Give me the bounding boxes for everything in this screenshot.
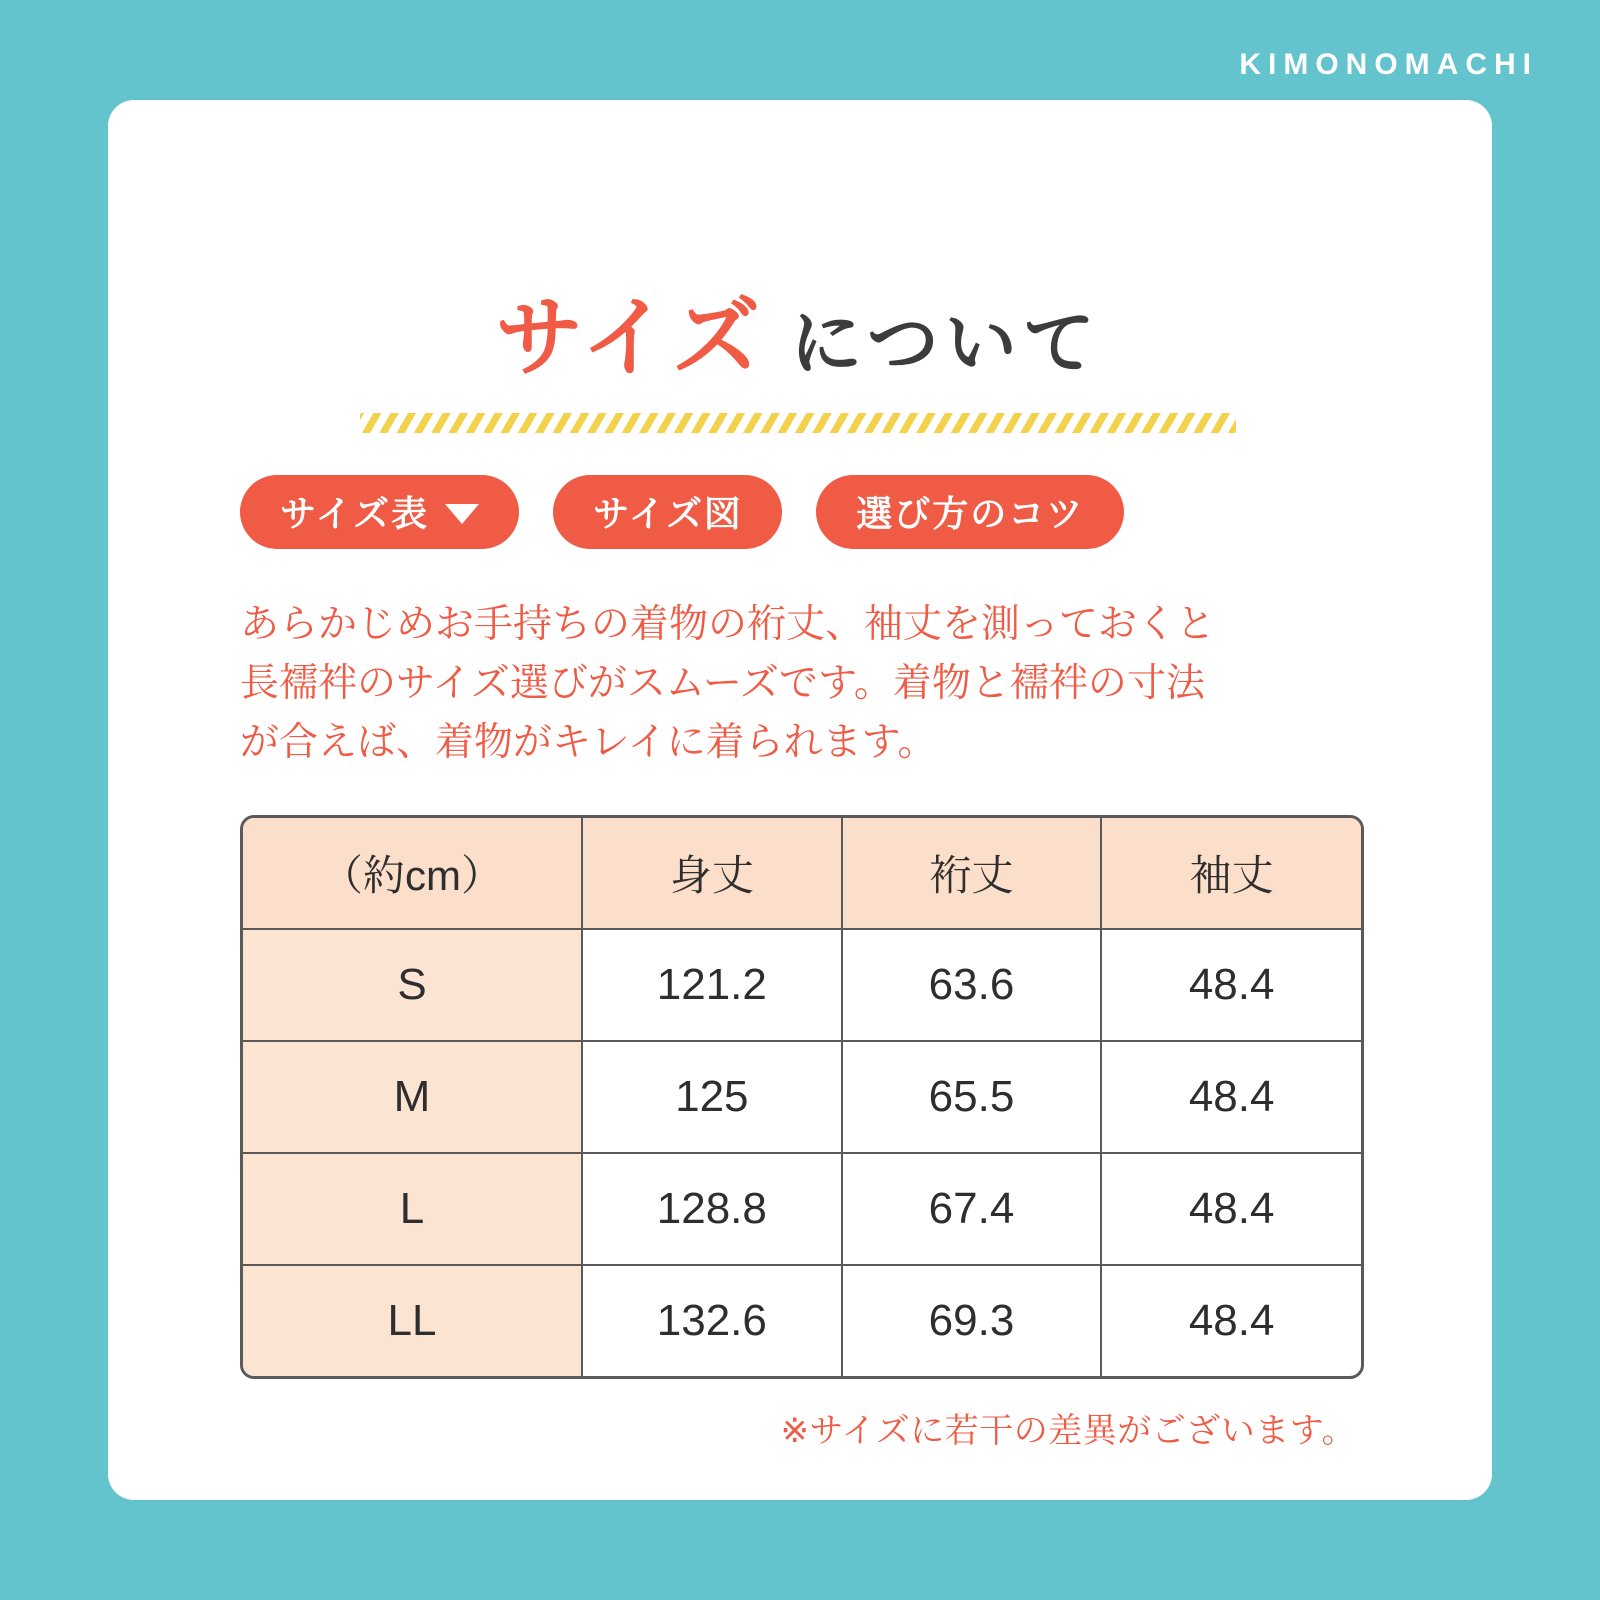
cell-l-yukitake: 67.4 [842, 1153, 1102, 1265]
cell-l-sodetake: 48.4 [1101, 1153, 1361, 1265]
cell-m-mitake: 125 [582, 1041, 842, 1153]
hatched-divider [360, 413, 1236, 433]
cell-s-yukitake: 63.6 [842, 929, 1102, 1041]
table-row [243, 929, 1361, 1041]
tab-size-table-label: サイズ表 [280, 493, 430, 535]
size-table-body [243, 929, 1361, 1376]
size-variance-note: ※サイズに若干の差異がございます。 [780, 1411, 1356, 1450]
cell-s-sodetake: 48.4 [1101, 929, 1361, 1041]
tab-selection-tips[interactable] [816, 475, 1124, 549]
cell-s-mitake: 121.2 [582, 929, 842, 1041]
page-title-accent: サイズ [495, 288, 765, 387]
chevron-down-icon [445, 504, 479, 524]
tab-size-diagram[interactable] [553, 475, 782, 549]
header-unit: （約cm） [243, 818, 582, 929]
cell-m-yukitake: 65.5 [842, 1041, 1102, 1153]
header-mitake: 身丈 [582, 818, 842, 929]
cell-m-sodetake: 48.4 [1101, 1041, 1361, 1153]
tab-pill-group [240, 475, 1358, 549]
table-row [243, 1265, 1361, 1376]
size-table-wrapper [240, 815, 1364, 1379]
row-size-m: M [243, 1041, 582, 1153]
size-table [243, 818, 1361, 1376]
page-title-rest: について [790, 304, 1101, 384]
card-inner [238, 290, 1358, 1452]
row-size-s: S [243, 929, 582, 1041]
content-card [108, 100, 1492, 1500]
table-header-row [243, 818, 1361, 929]
table-row [243, 1153, 1361, 1265]
tab-size-table[interactable] [240, 475, 519, 549]
lead-paragraph: あらかじめお手持ちの着物の裄丈、袖丈を測っておくと長襦袢のサイズ選びがスムーズです。着物と襦袢の寸法が合えば、着物がキレイに着られます。 [240, 602, 1216, 765]
page-title [238, 290, 1358, 387]
table-row [243, 1041, 1361, 1153]
cell-ll-mitake: 132.6 [582, 1265, 842, 1376]
tab-selection-tips-label: 選び方のコツ [856, 493, 1085, 535]
cell-l-mitake: 128.8 [582, 1153, 842, 1265]
cell-ll-sodetake: 48.4 [1101, 1265, 1361, 1376]
brand-logo: KIMONOMACHI [1239, 48, 1538, 81]
size-table-head [243, 818, 1361, 929]
row-size-ll: LL [243, 1265, 582, 1376]
header-yukitake: 裄丈 [842, 818, 1102, 929]
tab-size-diagram-label: サイズ図 [593, 493, 743, 535]
cell-ll-yukitake: 69.3 [842, 1265, 1102, 1376]
header-sodetake: 袖丈 [1101, 818, 1361, 929]
row-size-l: L [243, 1153, 582, 1265]
